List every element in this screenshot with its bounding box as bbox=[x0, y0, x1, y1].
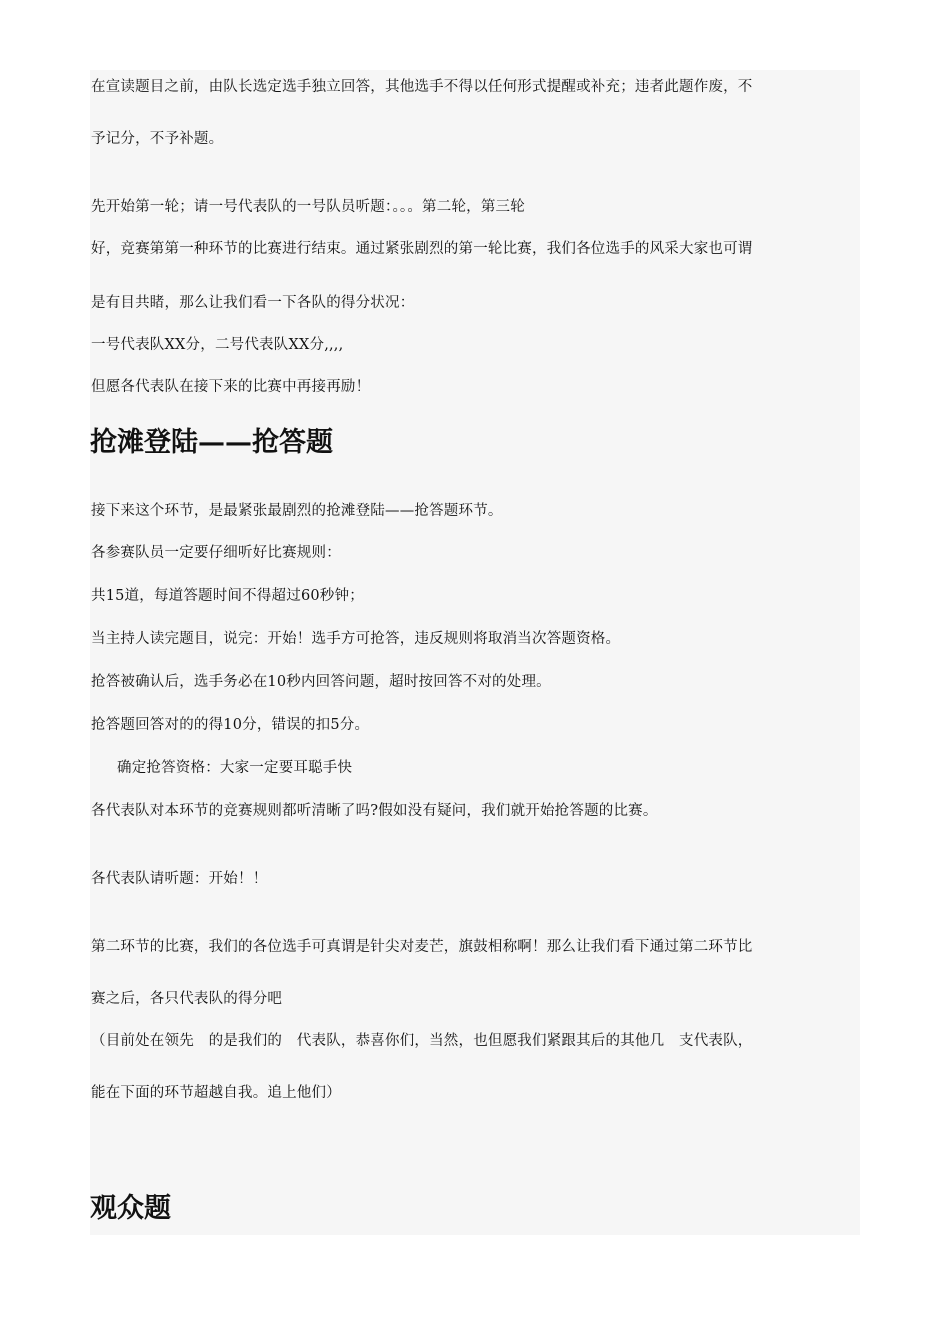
paragraph-round-end-line-1: 好，竞赛第第一种环节的比赛进行结束。通过紧张剧烈的第一轮比赛，我们各位选手的风采大家也可谓 bbox=[91, 241, 753, 257]
paragraph-round-two-summary-line-2: 赛之后，各只代表队的得分吧 bbox=[91, 991, 283, 1007]
paragraph-leader-note-line-1: （目前处在领先 的是我们的 代表队，恭喜你们，当然，也但愿我们紧跟其后的其他几 支代表队， bbox=[91, 1033, 753, 1049]
section-heading-audience-questions: 观众题 bbox=[90, 1193, 171, 1224]
rule-answer-time: 抢答被确认后，选手务必在10秒内回答问题，超时按回答不对的处理。 bbox=[91, 674, 551, 690]
rule-start-signal: 当主持人读完题目，说完：开始！选手方可抢答，违反规则将取消当次答题资格。 bbox=[91, 631, 621, 647]
rule-question-count: 共15道，每道答题时间不得超过60秒钟； bbox=[91, 588, 364, 604]
paragraph-round-end-line-2: 是有目共睹，那么让我们看一下各队的得分状况： bbox=[91, 295, 415, 311]
paragraph-rules-line-1: 在宣读题目之前，由队长选定选手独立回答，其他选手不得以任何形式提醒或补充；违者此题作废，不 bbox=[91, 79, 753, 95]
paragraph-scores: 一号代表队XX分，二号代表队XX分,,,, bbox=[91, 337, 344, 353]
paragraph-confirm-qualification: 确定抢答资格：大家一定要耳聪手快 bbox=[117, 760, 353, 776]
rule-scoring: 抢答题回答对的的得10分，错误的扣5分。 bbox=[91, 717, 370, 733]
paragraph-buzzer-intro: 接下来这个环节，是最紧张最剧烈的抢滩登陆——抢答题环节。 bbox=[91, 503, 503, 519]
paragraph-rules-line-2: 予记分，不予补题。 bbox=[91, 131, 224, 147]
paragraph-start-call: 各代表队请听题：开始！！ bbox=[91, 871, 268, 887]
section-heading-buzzer-round: 抢滩登陆——抢答题 bbox=[90, 427, 333, 458]
paragraph-rules-intro: 各参赛队员一定要仔细听好比赛规则： bbox=[91, 545, 341, 561]
paragraph-round-two-summary-line-1: 第二环节的比赛，我们的各位选手可真谓是针尖对麦芒，旗鼓相称啊！那么让我们看下通过第二环节比 bbox=[91, 939, 753, 955]
paragraph-leader-note-line-2: 能在下面的环节超越自我。追上他们） bbox=[91, 1085, 341, 1101]
paragraph-round-start: 先开始第一轮；请一号代表队的一号队员听题：。。。第二轮，第三轮 bbox=[91, 199, 525, 215]
paragraph-encouragement: 但愿各代表队在接下来的比赛中再接再励！ bbox=[91, 379, 371, 395]
paragraph-rules-check: 各代表队对本环节的竞赛规则都听清晰了吗?假如没有疑问，我们就开始抢答题的比赛。 bbox=[91, 803, 658, 819]
